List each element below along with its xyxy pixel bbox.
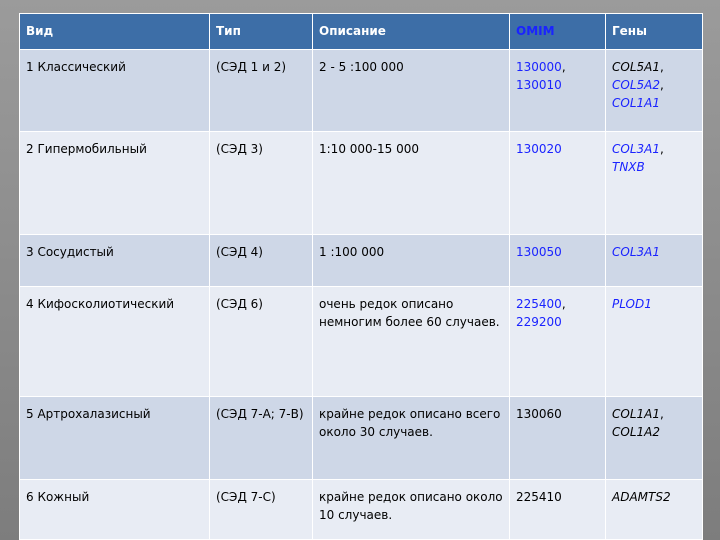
gene-name: PLOD1	[612, 296, 652, 311]
omim-code: 130000	[516, 60, 562, 74]
omim-code: 130060	[516, 407, 562, 422]
cell-description: 1:10 000-15 000	[313, 132, 510, 234]
cell-omim: 130000, 130010	[510, 50, 606, 132]
cell-kind: (СЭД 7-А; 7-В)	[210, 397, 313, 479]
omim-code: 130050	[516, 244, 562, 259]
cell-type: 6 Кожный	[20, 479, 210, 539]
gene-name: COL1A2	[612, 425, 660, 440]
omim-code: 229200	[516, 314, 562, 329]
cell-description: очень редок описано немногим более 60 случаев.	[313, 286, 510, 396]
header-genes: Гены	[606, 14, 703, 50]
header-kind: Тип	[210, 14, 313, 50]
cell-kind: (СЭД 6)	[210, 286, 313, 396]
table-row	[20, 132, 703, 234]
cell-omim: 225400, 229200	[510, 286, 606, 396]
cell-type: 1 Классический	[20, 50, 210, 132]
eds-types-table	[19, 13, 703, 540]
cell-omim	[510, 397, 606, 479]
header-description: Описание	[313, 14, 510, 50]
omim-code: 225410	[516, 489, 562, 504]
cell-type: 3 Сосудистый	[20, 234, 210, 286]
cell-description: 2 - 5 :100 000	[313, 50, 510, 132]
gene-name: ADAMTS2	[612, 489, 671, 504]
table-row	[20, 286, 703, 396]
gene-name: COL5A1	[612, 60, 660, 74]
table-row	[20, 479, 703, 539]
omim-code: 225400	[516, 296, 562, 311]
gene-name: COL1A1	[612, 96, 660, 110]
table-row	[20, 234, 703, 286]
cell-genes: COL1A1, COL1A2	[606, 397, 703, 479]
cell-omim	[510, 479, 606, 539]
table-row	[20, 50, 703, 132]
cell-description: 1 :100 000	[313, 234, 510, 286]
cell-kind: (СЭД 4)	[210, 234, 313, 286]
cell-genes	[606, 479, 703, 539]
table-header-row	[20, 14, 703, 50]
gene-name: COL5A2	[612, 78, 660, 92]
cell-type: 2 Гипермобильный	[20, 132, 210, 234]
cell-omim	[510, 132, 606, 234]
omim-code: 130020	[516, 142, 562, 157]
cell-omim	[510, 234, 606, 286]
gene-name: COL3A1	[612, 244, 660, 259]
cell-genes	[606, 234, 703, 286]
omim-code: 130010	[516, 78, 562, 92]
gene-name: TNXB	[612, 160, 645, 175]
gene-name: COL3A1	[612, 142, 660, 157]
cell-kind: (СЭД 7-С)	[210, 479, 313, 539]
header-omim: OMIM	[510, 14, 606, 50]
cell-genes	[606, 286, 703, 396]
cell-description: крайне редок описано всего около 30 случаев.	[313, 397, 510, 479]
cell-description: крайне редок описано около 10 случаев.	[313, 479, 510, 539]
header-type: Вид	[20, 14, 210, 50]
cell-type: 5 Артрохалазисный	[20, 397, 210, 479]
cell-kind: (СЭД 1 и 2)	[210, 50, 313, 132]
cell-genes: COL5A1, COL5A2, COL1A1	[606, 50, 703, 132]
cell-type: 4 Кифосколиотический	[20, 286, 210, 396]
cell-kind: (СЭД 3)	[210, 132, 313, 234]
gene-name: COL1A1	[612, 407, 660, 422]
cell-genes: COL3A1, TNXB	[606, 132, 703, 234]
table-row	[20, 397, 703, 479]
